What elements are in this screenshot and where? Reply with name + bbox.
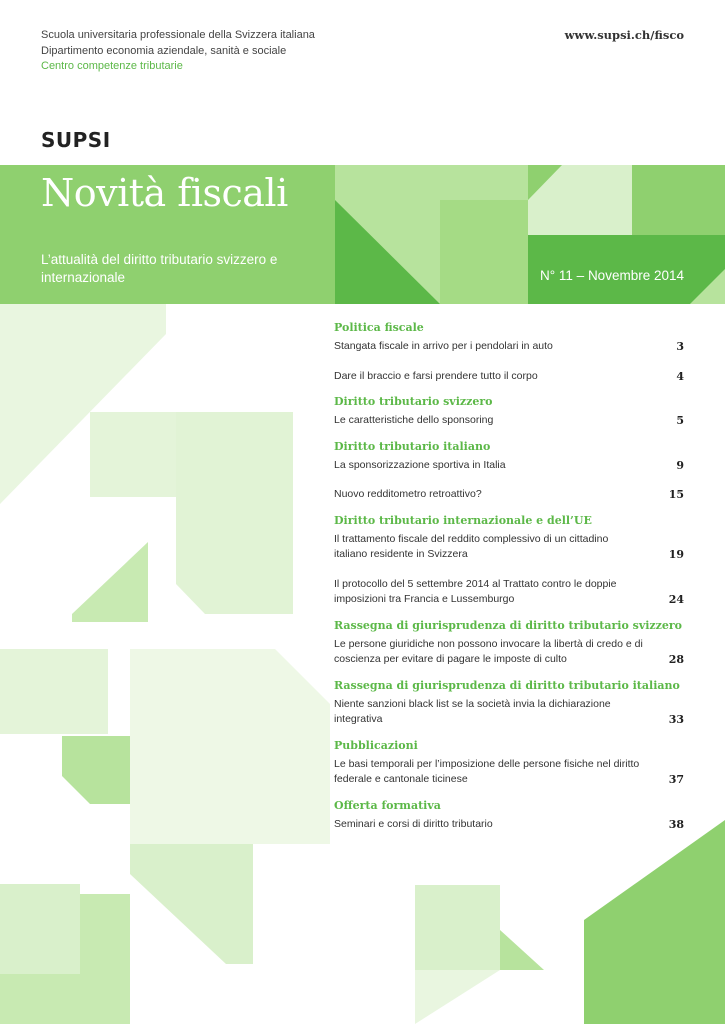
toc-section — [334, 320, 684, 384]
toc-entry[interactable] — [334, 757, 684, 788]
toc-entry-page: 9 — [676, 458, 684, 472]
toc-entry-title: Nuovo redditometro retroattivo? — [334, 488, 482, 500]
publication-subtitle: L’attualità del diritto tributario svizzero e internazionale — [41, 252, 278, 285]
toc-entry[interactable] — [334, 697, 684, 728]
toc-entry-title: Le persone giuridiche non possono invocare la libertà di credo e di coscienza per evitare di pagare le imposte di culto — [334, 637, 643, 665]
toc-section-title: Politica fiscale — [334, 321, 424, 334]
toc-section-title: Offerta formativa — [334, 798, 441, 812]
toc-entry[interactable] — [334, 413, 684, 429]
background-shapes — [0, 304, 334, 1024]
toc-entry-page: 4 — [676, 369, 684, 383]
institution-header — [41, 28, 315, 75]
toc-section-title: Rassegna di giurisprudenza di diritto tributario italiano — [334, 678, 680, 692]
toc-entry-page: 28 — [668, 653, 684, 666]
toc-entry-title: Il trattamento fiscale del reddito complessivo di un cittadino italiano residente in Svizzera — [334, 532, 609, 560]
toc-entry-title: Niente sanzioni black list se la società invia la dichiarazione integrativa — [334, 697, 611, 725]
toc-section — [334, 439, 684, 503]
table-of-contents — [334, 320, 684, 842]
toc-entry[interactable] — [334, 369, 684, 385]
toc-entry-page: 19 — [668, 548, 684, 561]
toc-section-title: Diritto tributario svizzero — [334, 395, 493, 408]
issue-number: N° 11 – Novembre 2014 — [540, 268, 684, 283]
background-shapes-right — [334, 820, 725, 1024]
toc-section-title: Diritto tributario italiano — [334, 439, 491, 453]
toc-entry[interactable] — [334, 532, 684, 563]
institution-line-1: Scuola universitaria professionale della Svizzera italiana — [41, 29, 315, 41]
toc-entry[interactable] — [334, 637, 684, 668]
toc-section — [334, 513, 684, 608]
toc-entry[interactable] — [334, 487, 684, 503]
toc-entry[interactable] — [334, 458, 684, 474]
toc-entry-page: 37 — [668, 773, 684, 786]
toc-section — [334, 678, 684, 728]
toc-entry-title: Seminari e corsi di diritto tributario — [334, 817, 493, 830]
toc-entry-title: Le caratteristiche dello sponsoring — [334, 414, 494, 426]
toc-entry-page: 33 — [668, 713, 684, 726]
toc-entry-page: 15 — [668, 488, 684, 501]
toc-entry[interactable] — [334, 339, 684, 355]
supsi-logo: SUPSI — [41, 128, 111, 152]
toc-entry[interactable] — [334, 577, 684, 608]
toc-section — [334, 738, 684, 788]
toc-section — [334, 618, 684, 668]
toc-entry-title: Le basi temporali per l’imposizione delle persone fisiche nel diritto federale e cantonale ticinese — [334, 757, 640, 785]
institution-line-2: Dipartimento economia aziendale, sanità e sociale — [41, 44, 287, 57]
toc-entry-page: 24 — [668, 593, 684, 606]
toc-section-title: Rassegna di giurisprudenza di diritto tributario svizzero — [334, 618, 683, 632]
institution-line-3: Centro competenze tributarie — [41, 60, 183, 72]
publication-title: Novità fiscali — [41, 171, 288, 215]
toc-entry-title: Il protocollo del 5 settembre 2014 al Trattato contro le doppie imposizioni tra Francia e Lussemburgo — [334, 577, 617, 605]
toc-section — [334, 798, 684, 833]
website-link[interactable]: www.supsi.ch/fisco — [564, 28, 684, 42]
toc-entry-title: La sponsorizzazione sportiva in Italia — [334, 458, 506, 471]
toc-entry-title: Dare il braccio e farsi prendere tutto il corpo — [334, 369, 538, 382]
toc-entry[interactable] — [334, 817, 684, 833]
toc-entry-page: 5 — [676, 414, 684, 427]
toc-entry-page: 3 — [676, 340, 684, 353]
toc-section — [334, 394, 684, 429]
toc-entry-title: Stangata fiscale in arrivo per i pendolari in auto — [334, 340, 553, 352]
toc-section-title: Diritto tributario internazionale e dell’UE — [334, 513, 592, 527]
toc-section-title: Pubblicazioni — [334, 738, 418, 752]
toc-entry-page: 38 — [668, 817, 684, 831]
